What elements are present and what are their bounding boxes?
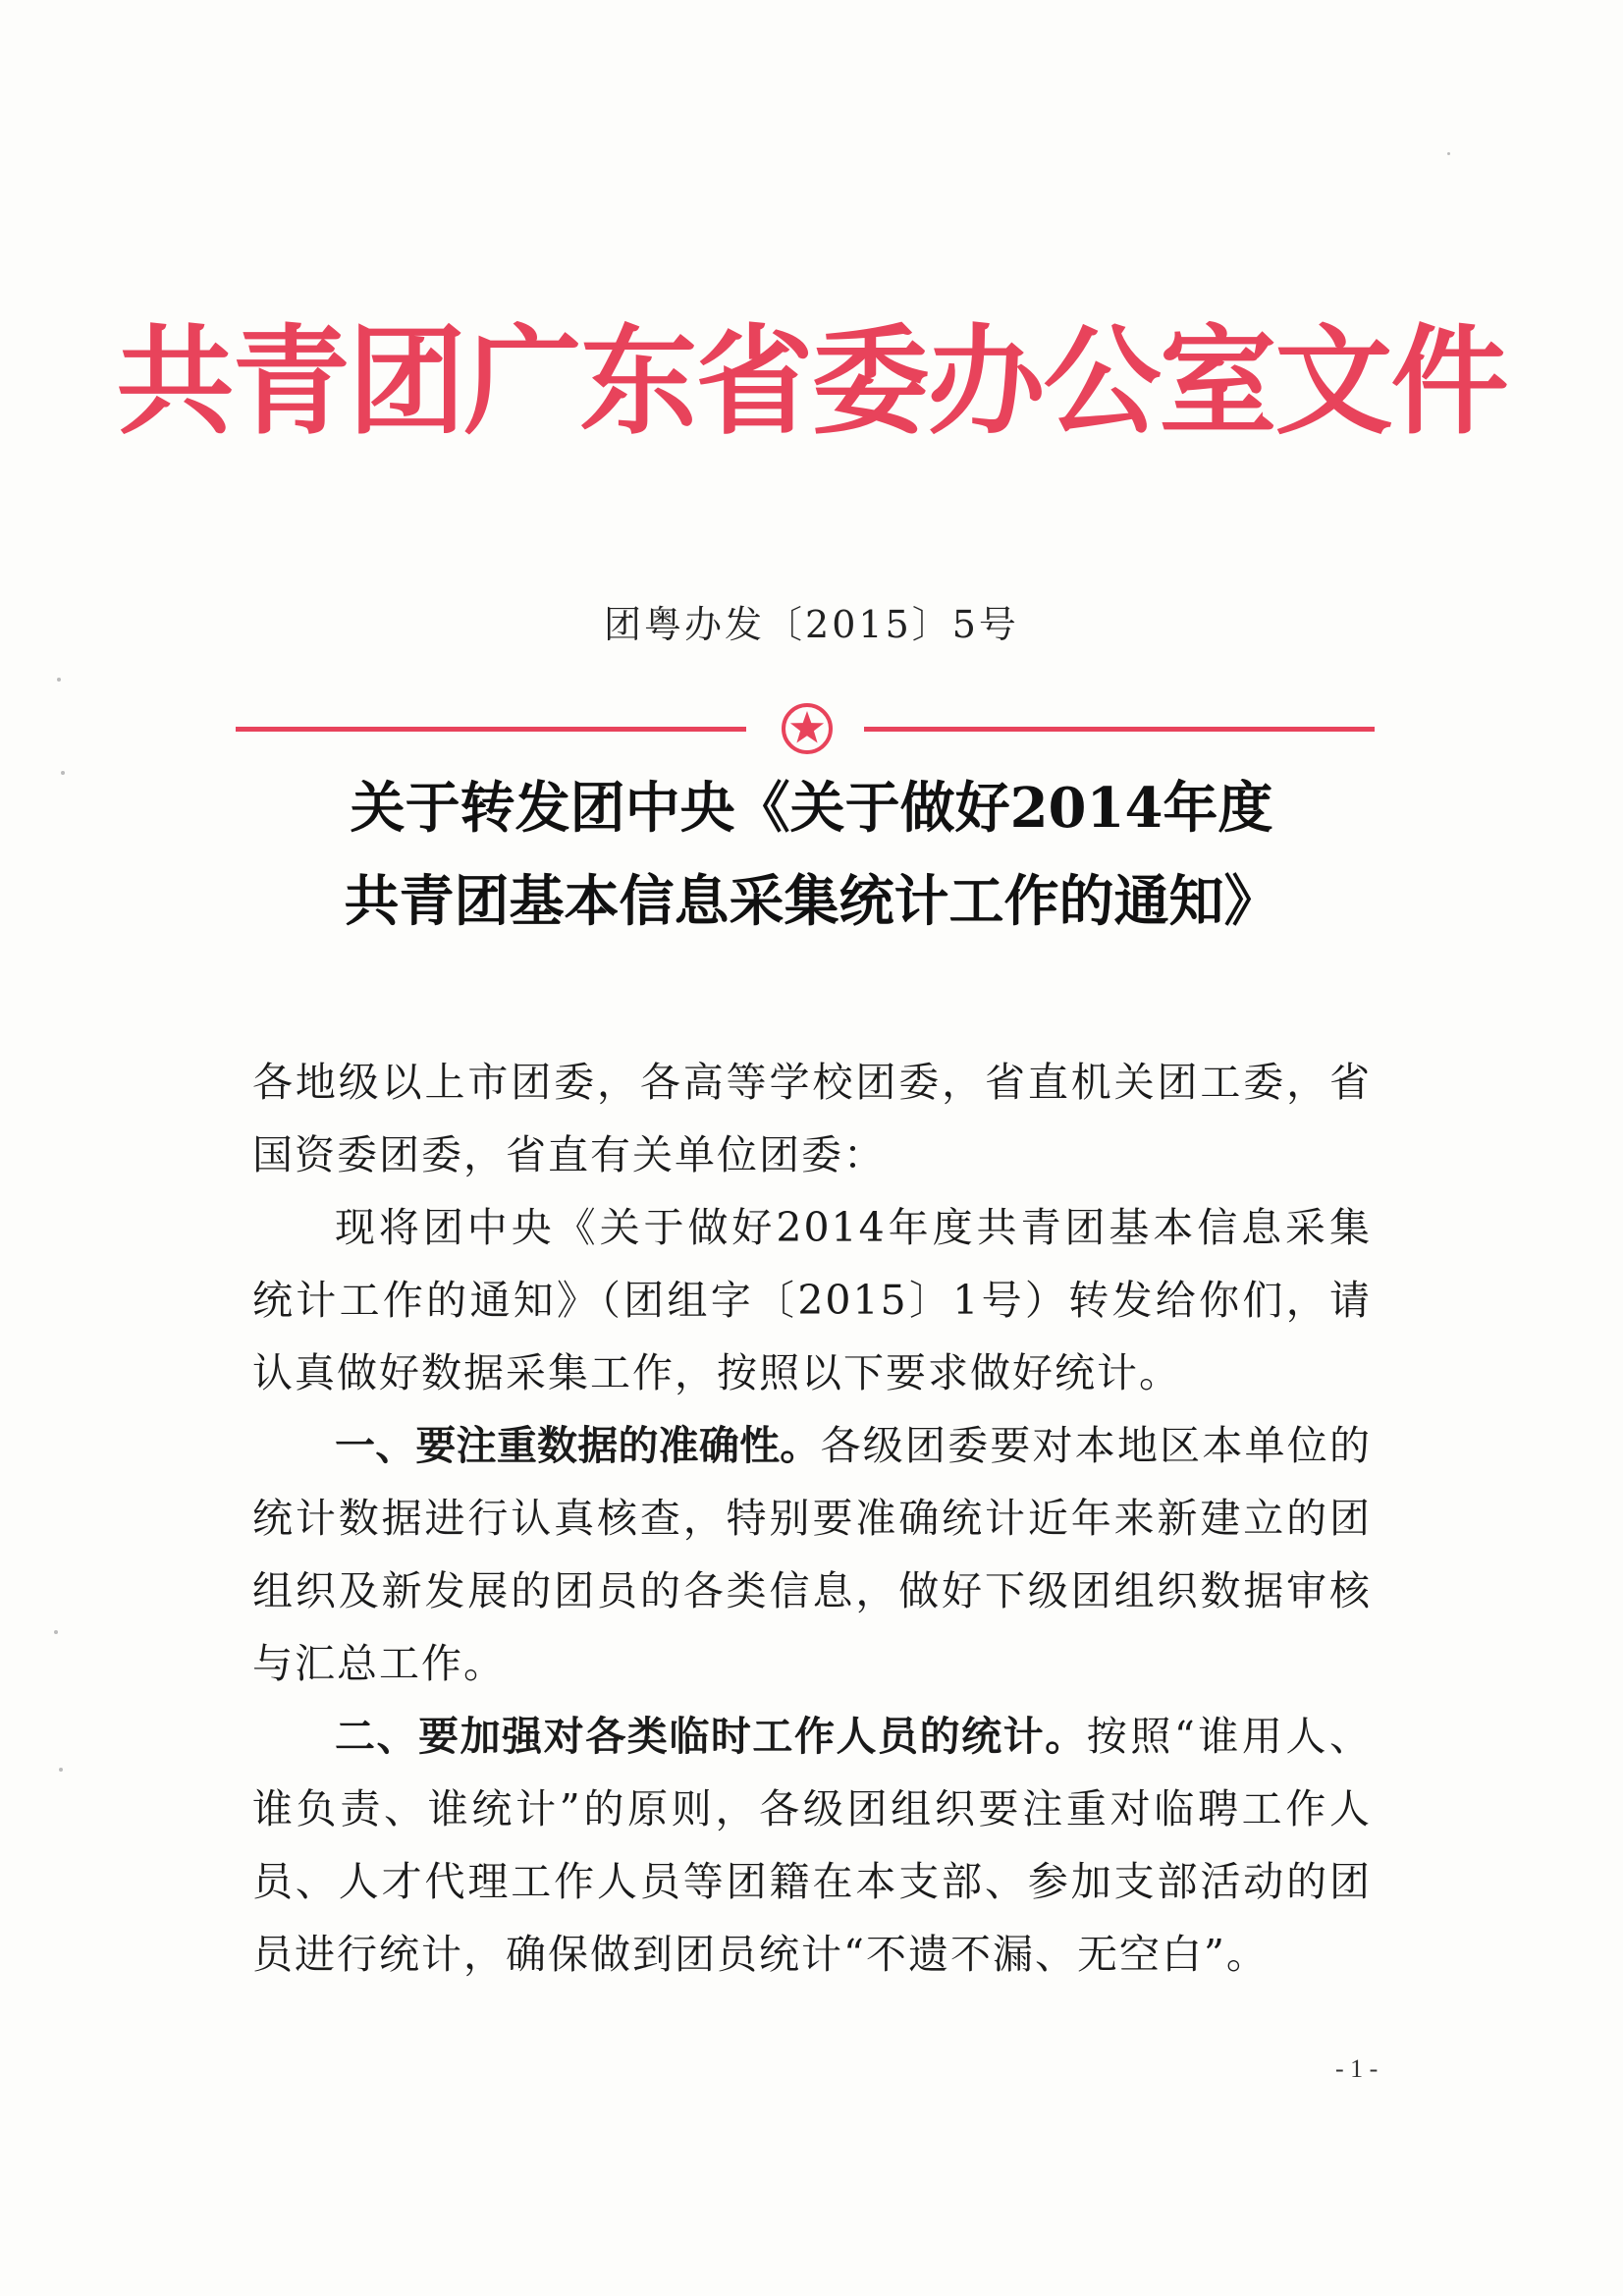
scan-speck	[61, 771, 65, 775]
document-body	[252, 1046, 1372, 1991]
red-divider	[236, 702, 1375, 761]
scan-speck	[59, 1768, 63, 1772]
star-emblem-icon	[781, 702, 834, 755]
intro-paragraph: 现将团中央《关于做好2014年度共青团基本信息采集统计工作的通知》（团组字〔2015〕1号）转发给你们，请认真做好数据采集工作，按照以下要求做好统计。	[252, 1204, 1372, 1396]
scan-speck	[57, 678, 61, 682]
item-1-heading: 一、要注重数据的准确性。	[335, 1422, 821, 1469]
item-2-paragraph	[252, 1700, 1372, 1991]
scan-speck	[1447, 152, 1450, 155]
document-title-line-2: 共青团基本信息采集统计工作的通知》	[344, 869, 1279, 934]
page-number: - 1 -	[1335, 2054, 1379, 2083]
document-header-title: 共青团广东省委办公室文件	[116, 314, 1507, 451]
item-1-paragraph	[252, 1409, 1372, 1700]
document-title-line-1: 关于转发团中央《关于做好2014年度	[350, 776, 1273, 841]
item-2-text: 按照“谁用人、谁负责、谁统计”的原则，各级团组织要注重对临聘工作人员、人才代理工作人员等团籍在本支部、参加支部活动的团员进行统计，确保做到团员统计“不遗不漏、无空白”。	[252, 1713, 1372, 1978]
document-number: 团粤办发〔2015〕5号	[604, 603, 1019, 646]
item-1-text: 各级团委要对本地区本单位的统计数据进行认真核查，特别要准确统计近年来新建立的团组织及新发展的团员的各类信息，做好下级团组织数据审核与汇总工作。	[252, 1422, 1372, 1687]
salutation: 各地级以上市团委，各高等学校团委，省直机关团工委，省国资委团委，省直有关单位团委：	[252, 1059, 1372, 1178]
divider-line-right	[864, 727, 1375, 732]
scan-speck	[54, 1630, 58, 1634]
divider-line-left	[236, 727, 746, 732]
item-2-heading: 二、要加强对各类临时工作人员的统计。	[335, 1713, 1087, 1760]
